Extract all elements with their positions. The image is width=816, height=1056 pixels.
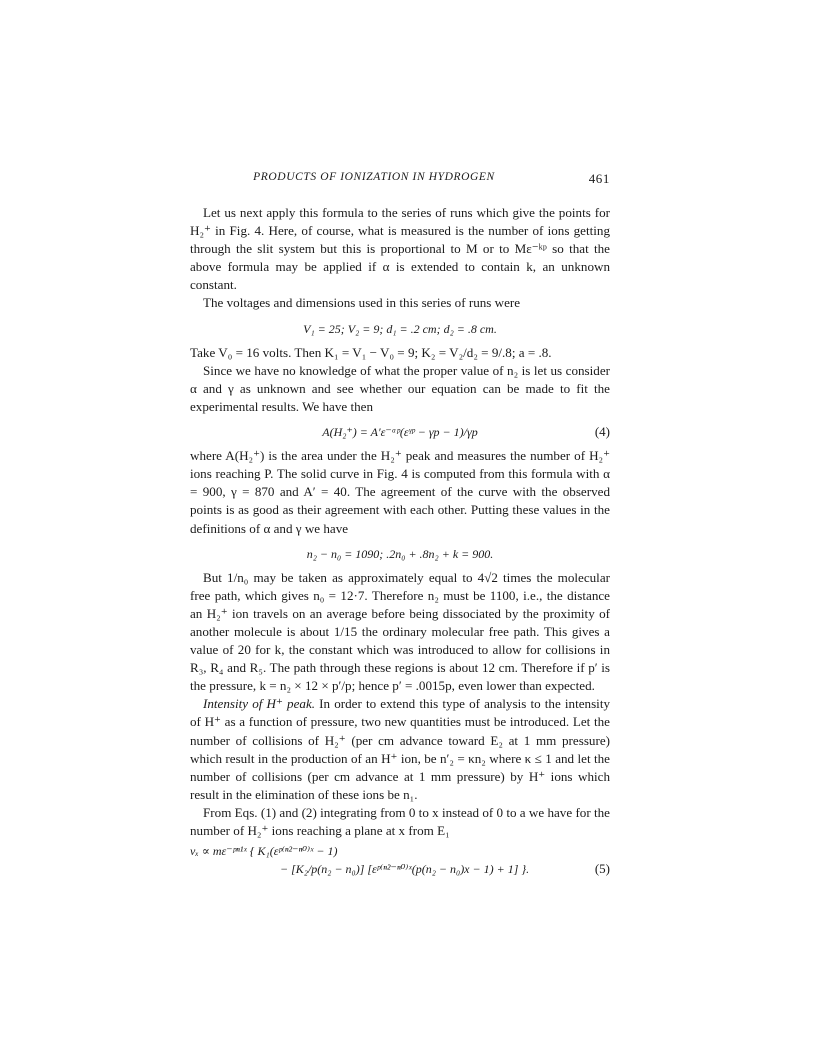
- equation-voltages: V₁ = 25; V₂ = 9; d₁ = .2 cm; d₂ = .8 cm.: [303, 321, 497, 336]
- equation-5-line-1: νₓ ∝ mε⁻ᵖⁿ¹ˣ { K₁(εᵖ⁽ⁿ²⁻ⁿ⁰⁾ˣ − 1): [190, 844, 338, 859]
- equation-number: (5): [594, 861, 610, 877]
- equation-5-line-2: − [K₂/p(n₂ − n₀)] [εᵖ⁽ⁿ²⁻ⁿ⁰⁾ˣ(p(n₂ − n₀)x − 1) + 1] }.: [280, 862, 530, 877]
- paragraph: From Eqs. (1) and (2) integrating from 0 to x instead of 0 to a we have for the number of H₂⁺ ions reaching a plane at x from E₁: [190, 804, 610, 838]
- paragraph: The voltages and dimensions used in this series of runs were: [203, 295, 521, 311]
- running-head: PRODUCTS OF IONIZATION IN HYDROGEN: [253, 171, 495, 183]
- paragraph: But 1/n₀ may be taken as approximately equal to 4√2 times the molecular free path, which gives n₀ = 12·7. Therefore n₂ must be 1100, i.e., the distance an H₂⁺ ion travels on an average before being dissociated by the proximity of another molecule is about 1/15 the ordinary molecular free path. This gives a value of 20 for k, the constant which was introduced to allow for collisions in R₃, R₄ and R₅. The path through these regions is about 12 cm. Therefore if p′ is the pressure, k = n₂ × 12 × p′/p; hence p′ = .0015p, even lower than expected.: [190, 569, 610, 694]
- equation-values: n₂ − n₀ = 1090; .2n₀ + .8n₂ + k = 900.: [306, 546, 494, 561]
- paragraph-text: In order to extend this type of analysis to the intensity of H⁺ as a function of pressure, two new quantities must be introduced. Let the number of collisions of H₂⁺ (per cm advance toward E₂ at 1 mm pressure) which result in the production of an H⁺ ion, be n′₂ = κn₂ where κ ≤ 1 and let the number of collisions (per cm advance at 1 mm pressure) by H⁺ ions which result in the elimination of these ions be n₁.: [190, 696, 610, 802]
- equation-5: [190, 842, 610, 878]
- paragraph: Since we have no knowledge of what the proper value of n₂ is let us consider α and γ as unknown and see whether our equation can be made to fit the experimental results. We have then: [190, 362, 610, 414]
- paragraph: Let us next apply this formula to the series of runs which give the points for H₂⁺ in Fig. 4. Here, of course, what is measured is the number of ions getting through the slit system but this is proportional to M or to Mε⁻ᵏᵖ so that the above formula may be applied if α is extended to contain k, an unknown constant.: [190, 205, 610, 293]
- paragraph: where A(H₂⁺) is the area under the H₂⁺ peak and measures the number of H₂⁺ ions reaching P. The solid curve in Fig. 4 is computed from this formula with α = 900, γ = 870 and A′ = 40. The agreement of the curve with the observed points is as good as their agreement with each other. Putting these values in the definitions of α and γ we have: [190, 448, 610, 536]
- equation-4-body: A(H₂⁺) = A′ε⁻ᵅᵖ(εᵞᵖ − γp − 1)/γp: [322, 425, 478, 440]
- equation-4: [190, 423, 610, 441]
- paragraph: Take V₀ = 16 volts. Then K₁ = V₁ − V₀ = 9; K₂ = V₂/d₂ = 9/.8; a = .8.: [190, 344, 552, 360]
- section-runin-heading: Intensity of H⁺ peak.: [203, 696, 316, 712]
- page-number: 461: [588, 171, 610, 186]
- body-text: [190, 204, 610, 878]
- equation-5-line-2-wrap: [190, 860, 610, 878]
- equation-number: (4): [594, 424, 610, 440]
- paragraph: [190, 695, 610, 804]
